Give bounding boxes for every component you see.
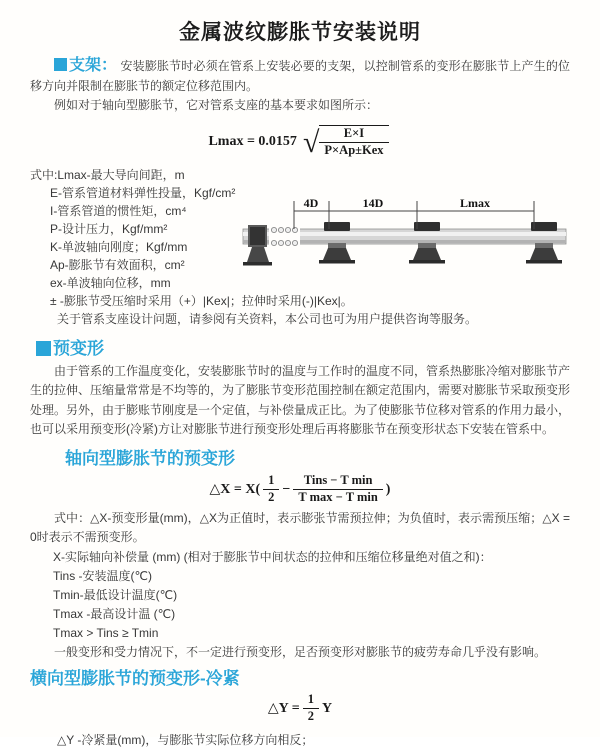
lateral-preform-formula [30, 693, 570, 725]
formula-lhs: Lmax = 0.0157 [208, 133, 297, 149]
variable-line: Tins -安装温度(℃) [53, 568, 153, 583]
radical-sign: √ [302, 125, 320, 159]
fraction [293, 473, 382, 505]
closing-paren: ) [385, 481, 391, 497]
definition-line: ex-单波轴向位移，mm [50, 275, 171, 290]
support-section-heading [54, 56, 117, 76]
dimension-label-4d: 4D [303, 196, 319, 210]
fraction-numerator: 1 [268, 473, 275, 488]
variable-line: X-实际轴向补偿量 (mm) (相对于膨胀节中间状态的拉伸和压缩位移量绝对值之和)： [53, 549, 492, 564]
variable-line: Tmax > Tins ≥ Tmin [53, 625, 159, 640]
definition-line: Ap-膨胀节有效面积，cm² [50, 257, 185, 272]
support-intro-paragraph [30, 56, 570, 96]
preform-paragraph: 由于管系的工作温度变化，安装膨胀节时的温度与工作时的温度不同，管系热膨胀冷缩对膨胀节产生的拉伸、压缩量常常是不均等的，为了膨胀节变形范围控制在额定范围内，需要对膨胀节采取预变形处理。另外，由于膨账节刚度是一个定值，与补偿量成正比。为了使膨胀节位移对管系的作用力最小，也可以采用预变形(冷紧)方让对膨胀节进行预变形处理后再将膨胀节在预变形状态下安装在管系中。 [30, 363, 571, 436]
fraction-denominator: 2 [263, 489, 279, 506]
axial-preform-formula [30, 473, 570, 507]
dimension-label-lmax: Lmax [460, 196, 490, 210]
lateral-preform-heading: 横向型膨胀节的预变形-冷紧 [30, 668, 240, 688]
support-intro-text: 安装膨胀节时必须在管系上安装必要的支架，以控制管系的变形在膨胀节上产生的位移方向并限制在膨胀节的额定位移范围内。 [30, 59, 570, 93]
fraction-denominator: T max − T min [293, 489, 382, 506]
fraction-denominator: 2 [303, 708, 319, 725]
definition-line: 式中:Lmax-最大导向间距，m [30, 167, 185, 182]
definition-line: 关于管系支座设计问题，请参阅有关资料，本公司也可为用户提供咨询等服务。 [57, 311, 478, 326]
definition-line: ± -膨胀节受压缩时采用（+）|Kex|；拉伸时采用(-)|Kex|。 [50, 293, 353, 308]
page-title: 金属波纹膨胀节安装说明 [179, 21, 421, 44]
radical-expression [303, 125, 392, 158]
axial-variable-list [30, 548, 570, 643]
fraction [319, 125, 388, 158]
definition-line: P-设计压力，Kgf/mm² [50, 221, 168, 236]
support-heading-label: 支架： [69, 57, 118, 74]
axial-explain-paragraph: 式中：△X-预变形量(mm)，△X为正值时，表示膨张节需预拉伸；为负值时，表示需预压缩；△X = 0时表示不需预变形。 [30, 510, 570, 544]
formula-lhs: △X = X( [209, 482, 261, 497]
fraction-numerator: 1 [307, 692, 314, 707]
support-diagram-figure [240, 193, 570, 288]
blue-square-icon [54, 58, 67, 71]
support-example-line: 例如对于轴向型膨胀节，它对管系支座的基本要求如图所示： [54, 98, 379, 112]
fraction [263, 473, 279, 505]
lateral-definition-line: △Y -冷紧量(mm)，与膨胀节实际位移方向相反； [57, 732, 314, 747]
fraction-numerator: E×I [343, 125, 365, 140]
dimension-label-14d: 14D [362, 196, 384, 210]
preform-section-heading [36, 334, 570, 359]
definition-line: I-管系管道的惯性矩，cm⁴ [50, 203, 187, 218]
variable-line: Tmin-最低设计温度(℃) [53, 587, 178, 602]
formula-lhs: △Y = [267, 701, 300, 716]
formula-rhs: Y [321, 700, 333, 716]
blue-square-icon [36, 341, 51, 356]
fraction-numerator: Tins − T min [303, 473, 373, 488]
guide-spacing-formula [30, 122, 570, 162]
axial-preform-heading: 轴向型膨胀节的预变形 [65, 448, 235, 468]
preform-heading-label: 预变形 [53, 338, 104, 358]
axial-note-line: 一般变形和受力情况下，不一定进行预变形，足否预变形对膨胀节的疲劳寿命几乎没有影响。 [54, 644, 547, 659]
minus-sign: − [282, 481, 291, 497]
fraction-denominator: P×Ap±Kex [319, 142, 388, 159]
fraction [303, 692, 319, 724]
bellows-icon [269, 227, 300, 246]
definition-line: K-单波轴向刚度；Kgf/mm [50, 239, 188, 254]
variable-line: Tmax -最高设计温 (℃) [53, 606, 176, 621]
definition-line: E-管系管道材料弹性投量，Kgf/cm² [50, 185, 236, 200]
